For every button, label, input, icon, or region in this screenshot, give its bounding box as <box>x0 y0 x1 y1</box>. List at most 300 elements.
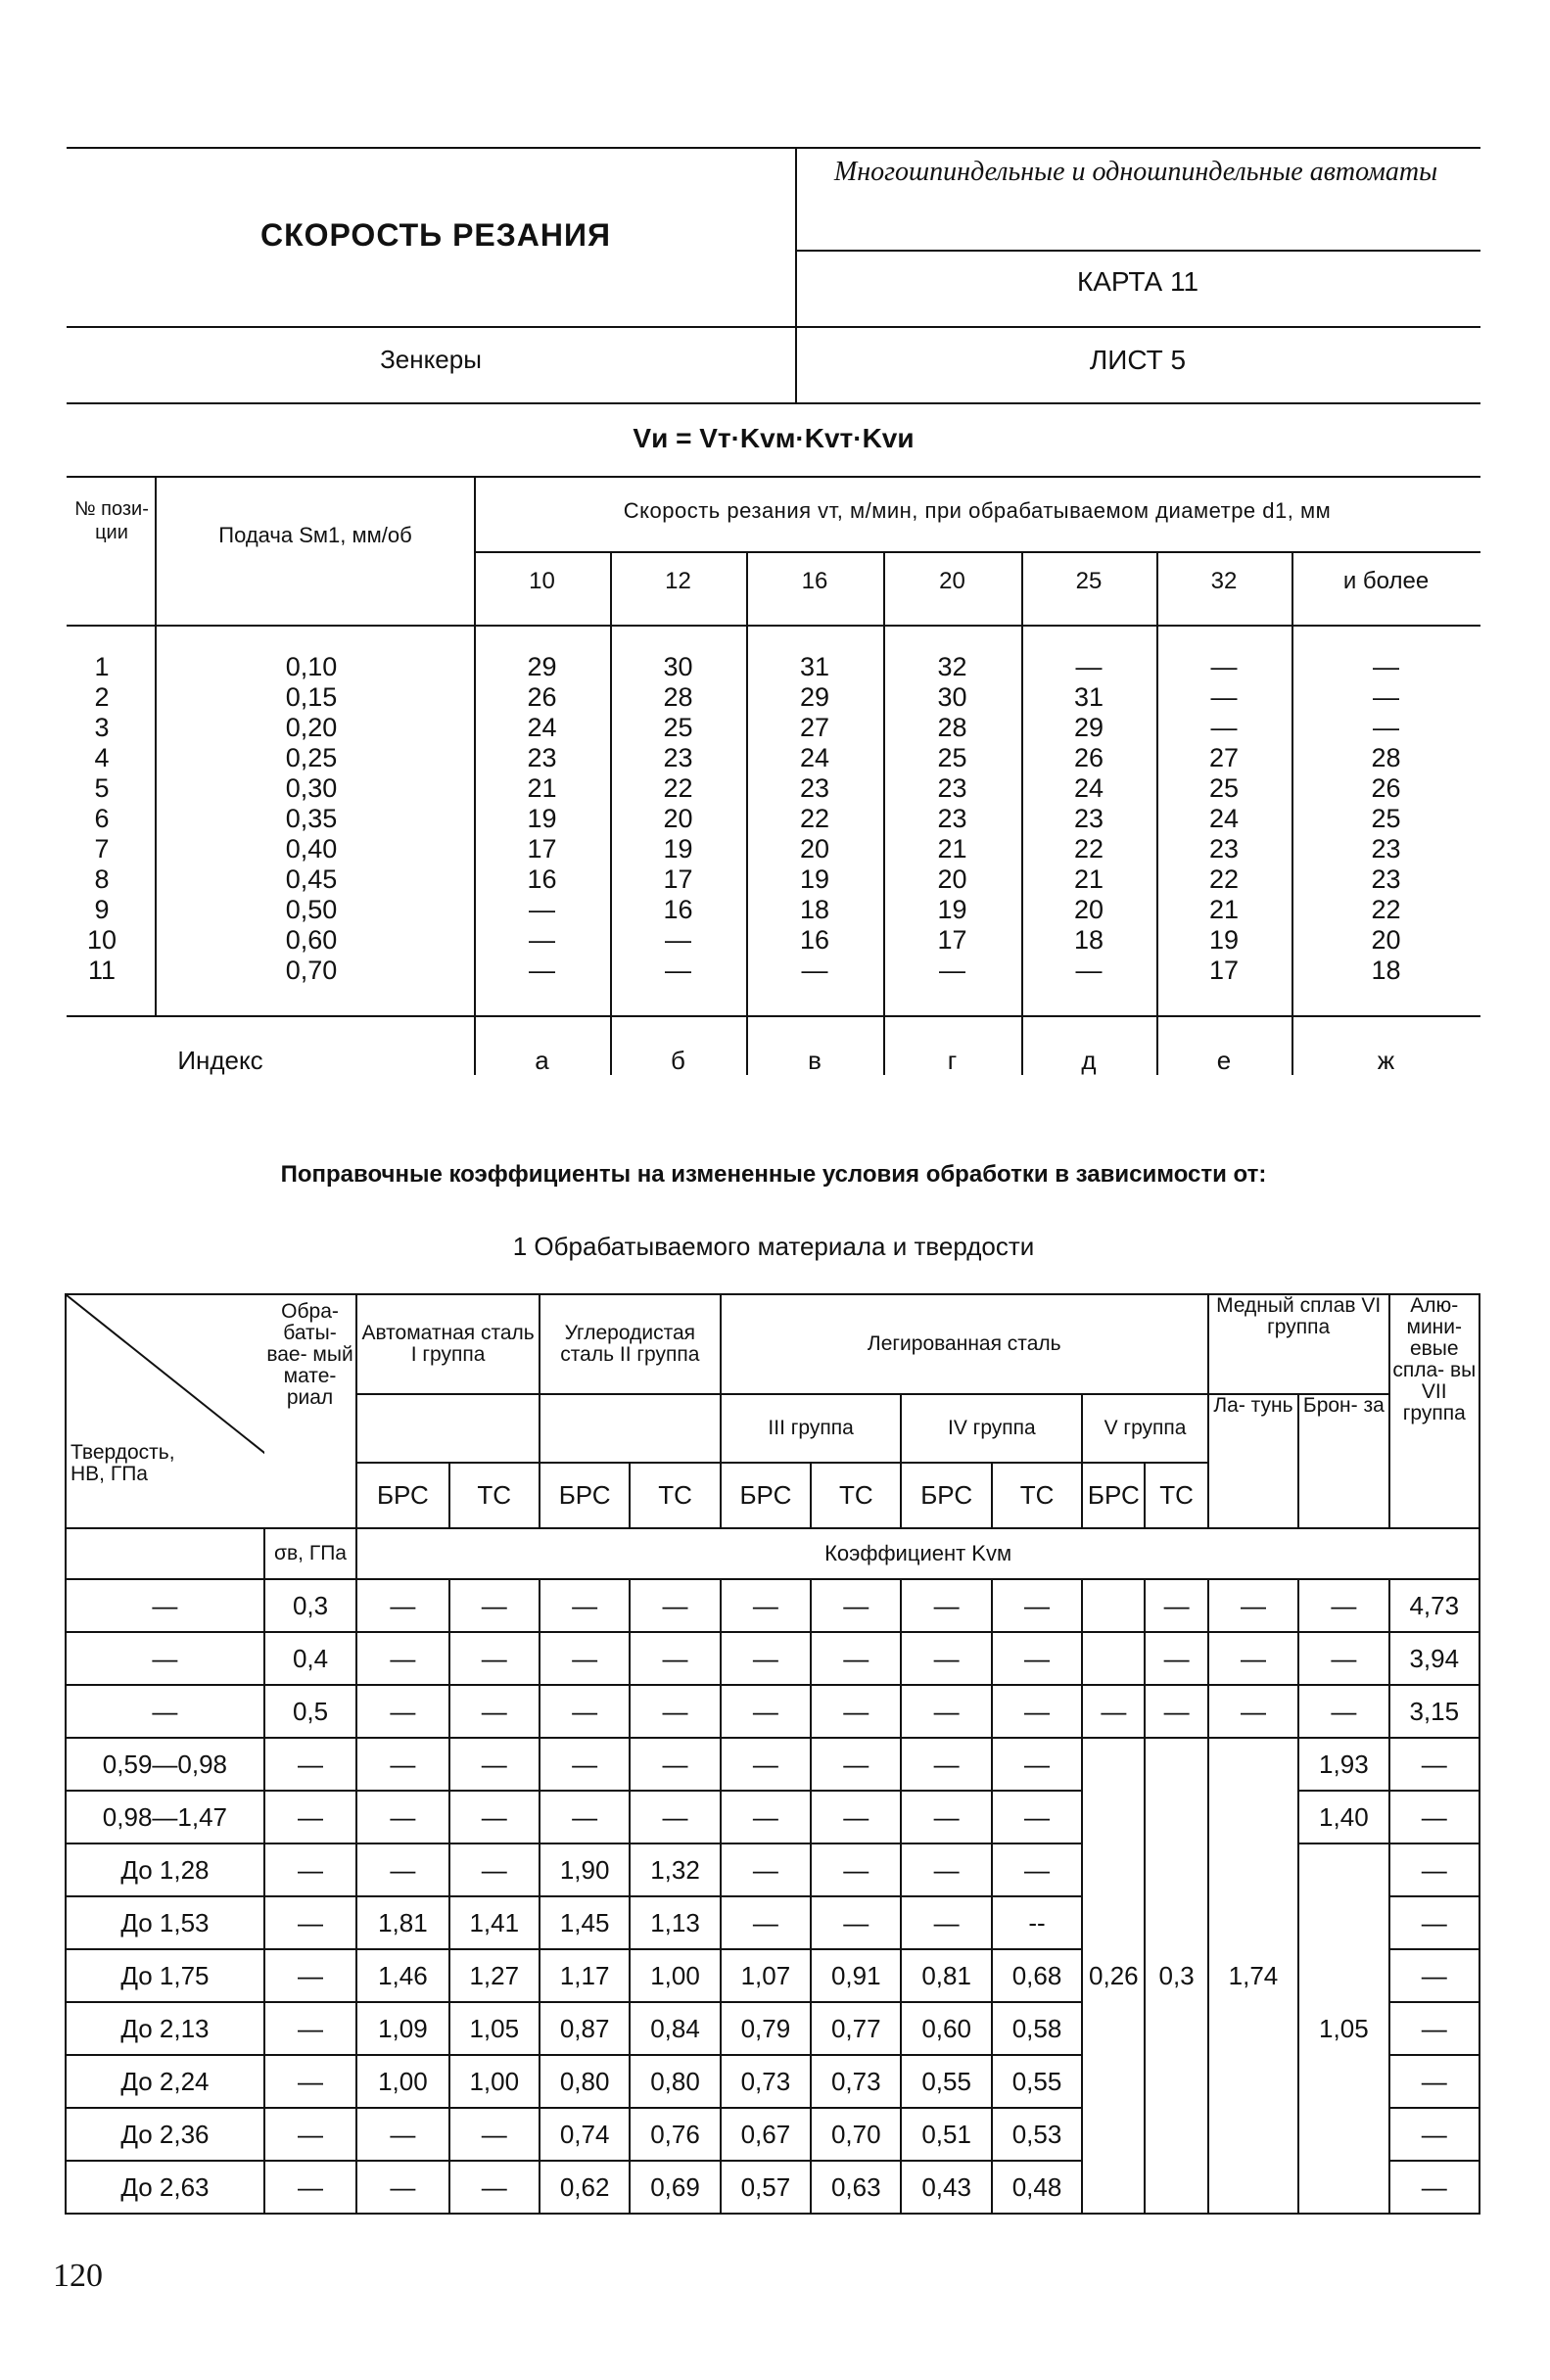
speed-value: 28 <box>937 713 967 742</box>
speed-formula: Vи = Vт·Kvм·Kvт·Kvи <box>633 423 915 453</box>
automatic-steel-header: Автоматная сталь I группа <box>356 1294 540 1394</box>
coefficient-value: — <box>449 1791 540 1843</box>
coefficient-value: — <box>992 1791 1082 1843</box>
coefficient-value: — <box>992 1843 1082 1896</box>
coefficient-value: — <box>356 1843 448 1896</box>
feed-value: 0,30 <box>285 773 338 803</box>
speed-value: 17 <box>663 864 693 894</box>
speed-value: 30 <box>663 652 693 681</box>
coefficient-value: — <box>811 1896 901 1949</box>
coefficient-value: 1,17 <box>540 1949 630 2002</box>
coefficient-value <box>1082 1579 1145 1632</box>
index-letter: ж <box>1377 1046 1395 1075</box>
diameter-header: 16 <box>801 568 828 594</box>
coefficient-value: 1,41 <box>449 1896 540 1949</box>
group-3-header: III группа <box>721 1394 902 1463</box>
speed-value: 19 <box>527 804 557 833</box>
speed-value: 24 <box>527 713 557 742</box>
speed-value: — <box>1210 682 1238 712</box>
coefficient-value: — <box>1208 1632 1298 1685</box>
speed-value: 23 <box>1208 834 1240 863</box>
position-column-header: № пози- ции <box>74 498 149 543</box>
speed-value: 24 <box>1073 773 1104 803</box>
coefficient-value: — <box>721 1843 811 1896</box>
sigma-value: — <box>264 1949 356 2002</box>
coefficient-value: -- <box>992 1896 1082 1949</box>
coefficient-value: 0,70 <box>811 2108 901 2161</box>
coefficient-value: 1,00 <box>630 1949 720 2002</box>
index-letter: а <box>535 1046 549 1075</box>
coefficient-value: 0,77 <box>811 2002 901 2055</box>
diameter-header: 32 <box>1210 568 1238 594</box>
position-number: 8 <box>94 864 110 894</box>
speed-value: 23 <box>1371 834 1401 863</box>
coefficient-value: — <box>992 1632 1082 1685</box>
aluminium-value: — <box>1389 2161 1480 2214</box>
coefficient-value: — <box>1208 1685 1298 1738</box>
coefficient-value: — <box>540 1579 630 1632</box>
speed-value: 19 <box>799 864 830 894</box>
aluminium-value: — <box>1389 1843 1480 1896</box>
coefficient-value: 1,81 <box>356 1896 448 1949</box>
speed-value: 23 <box>527 743 557 772</box>
coefficient-value: 0,62 <box>540 2161 630 2214</box>
speed-value: — <box>665 925 691 955</box>
bronze-value: 1,40 <box>1298 1791 1388 1843</box>
position-number: 4 <box>94 743 110 772</box>
diameter-header: 10 <box>529 568 555 594</box>
hardness-value: До 1,53 <box>66 1896 264 1949</box>
machine-type: Многошпиндельные и одношпиндельные автоматы <box>833 157 1438 187</box>
aluminium-value: — <box>1389 1738 1480 1791</box>
speed-value: 18 <box>1073 925 1104 955</box>
coefficient-value: 3,94 <box>1389 1632 1480 1685</box>
coefficient-value: — <box>721 1896 811 1949</box>
coefficient-value: 1,05 <box>449 2002 540 2055</box>
speed-value: 16 <box>799 925 830 955</box>
speed-value: 20 <box>937 864 967 894</box>
hardness-value: — <box>66 1579 264 1632</box>
speed-value: 25 <box>1371 804 1401 833</box>
hardness-value: До 2,13 <box>66 2002 264 2055</box>
ts-column-header: ТС <box>630 1463 720 1528</box>
speed-value: 23 <box>799 773 830 803</box>
speed-value: — <box>1373 652 1399 681</box>
coefficient-value: 0,53 <box>992 2108 1082 2161</box>
aluminium-value: — <box>1389 1791 1480 1843</box>
coefficient-value: — <box>356 1791 448 1843</box>
sigma-value: — <box>264 2108 356 2161</box>
coefficient-value: — <box>449 2108 540 2161</box>
speed-value: 31 <box>1073 682 1104 712</box>
coefficient-value: — <box>630 1738 720 1791</box>
speed-value: 27 <box>1208 743 1240 772</box>
coefficient-value: 1,45 <box>540 1896 630 1949</box>
coefficient-value: 0,80 <box>540 2055 630 2108</box>
hardness-value: 0,98—1,47 <box>66 1791 264 1843</box>
coefficient-value: — <box>630 1685 720 1738</box>
coefficient-value: — <box>356 1738 448 1791</box>
speed-value: 23 <box>663 743 693 772</box>
coefficient-value: 1,00 <box>356 2055 448 2108</box>
speed-value: 29 <box>1073 713 1104 742</box>
bronze-header: Брон- за <box>1298 1394 1388 1528</box>
coefficient-value <box>1082 1632 1145 1685</box>
speed-value: — <box>1075 652 1103 681</box>
coefficient-value: — <box>540 1632 630 1685</box>
coefficient-value: 1,46 <box>356 1949 448 2002</box>
aluminium-value: — <box>1389 1896 1480 1949</box>
merged-brs-v-group: 0,26 <box>1082 1738 1145 2214</box>
speed-value: 29 <box>527 652 557 681</box>
coefficient-value: 0,58 <box>992 2002 1082 2055</box>
brs-column-header: БРС <box>721 1463 811 1528</box>
coefficient-value: — <box>901 1685 991 1738</box>
speed-value: 23 <box>937 773 967 803</box>
speed-value: 24 <box>799 743 830 772</box>
speed-value: 23 <box>937 804 967 833</box>
coefficient-value: — <box>811 1843 901 1896</box>
coefficient-value: — <box>540 1791 630 1843</box>
speed-value: 32 <box>937 652 967 681</box>
coefficient-value: 0,63 <box>811 2161 901 2214</box>
speed-value: — <box>1210 713 1238 742</box>
hardness-value: 0,59—0,98 <box>66 1738 264 1791</box>
feed-value: 0,50 <box>285 895 338 924</box>
coefficient-value: 0,69 <box>630 2161 720 2214</box>
copper-alloy-header: Медный сплав VI группа <box>1208 1294 1389 1394</box>
hardness-value: — <box>66 1632 264 1685</box>
coefficient-value: — <box>901 1791 991 1843</box>
coefficient-value: — <box>1082 1685 1145 1738</box>
coefficient-value: — <box>721 1738 811 1791</box>
feed-value: 0,45 <box>285 864 338 894</box>
coefficient-value: — <box>540 1738 630 1791</box>
ts-column-header: ТС <box>1145 1463 1207 1528</box>
group-4-header: IV группа <box>901 1394 1082 1463</box>
speed-value: 30 <box>937 682 967 712</box>
speed-value: 18 <box>799 895 830 924</box>
feed-value: 0,35 <box>285 804 338 833</box>
speed-value: — <box>801 956 828 985</box>
coefficient-value: — <box>356 2161 448 2214</box>
speed-value: 26 <box>1073 743 1104 772</box>
hardness-header: Твердость, НВ, ГПа <box>70 1441 175 1485</box>
coefficient-value: 1,09 <box>356 2002 448 2055</box>
speed-value: 19 <box>937 895 967 924</box>
feed-value: 0,15 <box>285 682 338 712</box>
speed-value: 26 <box>1371 773 1401 803</box>
coefficient-value: — <box>356 2108 448 2161</box>
coefficient-value: 0,73 <box>811 2055 901 2108</box>
position-number: 7 <box>94 834 110 863</box>
speed-value: 22 <box>1208 864 1240 894</box>
speed-value: 27 <box>799 713 830 742</box>
speed-value: — <box>529 895 555 924</box>
coefficient-value: 1,00 <box>449 2055 540 2108</box>
speed-value: — <box>939 956 965 985</box>
speed-value: 25 <box>663 713 693 742</box>
position-number: 10 <box>86 925 117 955</box>
coefficient-value: 0,48 <box>992 2161 1082 2214</box>
coefficient-value: — <box>449 1579 540 1632</box>
coefficient-value: — <box>901 1843 991 1896</box>
merged-bronze-value: 1,05 <box>1298 1843 1388 2214</box>
coefficient-value: — <box>449 1632 540 1685</box>
coefficient-value: — <box>901 1896 991 1949</box>
coefficient-value: 0,55 <box>992 2055 1082 2108</box>
feed-value: 0,10 <box>285 652 338 681</box>
coefficient-value: 1,07 <box>721 1949 811 2002</box>
index-letter: г <box>947 1046 958 1075</box>
coefficient-value: — <box>992 1685 1082 1738</box>
coefficient-value: — <box>1145 1685 1207 1738</box>
merged-ts-v-group: 0,3 <box>1145 1738 1207 2214</box>
coefficient-value: 1,32 <box>630 1843 720 1896</box>
diameter-header: и более <box>1342 568 1430 594</box>
coefficient-value: — <box>449 1738 540 1791</box>
diagonal-divider <box>67 1295 264 1528</box>
sigma-value: 0,3 <box>264 1579 356 1632</box>
coefficient-value: — <box>721 1579 811 1632</box>
group-5-header: V группа <box>1082 1394 1208 1463</box>
sigma-value: — <box>264 1791 356 1843</box>
tool-name: Зенкеры <box>380 345 482 374</box>
sigma-header: σв, ГПа <box>264 1528 356 1579</box>
brs-column-header: БРС <box>1082 1463 1145 1528</box>
speed-value: 24 <box>1208 804 1240 833</box>
speed-value: 20 <box>1371 925 1401 955</box>
coefficient-value: 4,73 <box>1389 1579 1480 1632</box>
coefficient-value: — <box>449 2161 540 2214</box>
speed-value: 23 <box>1073 804 1104 833</box>
speed-value: 17 <box>1208 956 1240 985</box>
speed-value: — <box>1210 652 1238 681</box>
speed-value: 21 <box>1073 864 1104 894</box>
coefficient-value: 0,84 <box>630 2002 720 2055</box>
speed-value: 17 <box>937 925 967 955</box>
coefficient-value: 0,57 <box>721 2161 811 2214</box>
speed-value: 22 <box>1073 834 1104 863</box>
speed-value: — <box>665 956 691 985</box>
diameter-header: 25 <box>1075 568 1103 594</box>
coefficient-value: 0,67 <box>721 2108 811 2161</box>
sigma-value: 0,5 <box>264 1685 356 1738</box>
coefficient-value: — <box>811 1791 901 1843</box>
material-coefficient-table <box>65 1293 1480 2215</box>
speed-value: 25 <box>937 743 967 772</box>
coefficient-value: — <box>811 1579 901 1632</box>
speed-value: 20 <box>799 834 830 863</box>
ts-column-header: ТС <box>811 1463 901 1528</box>
coefficient-value: 0,79 <box>721 2002 811 2055</box>
coefficient-value: 0,60 <box>901 2002 991 2055</box>
index-label: Индекс <box>177 1046 263 1075</box>
hardness-value: До 2,24 <box>66 2055 264 2108</box>
index-letter: в <box>808 1046 822 1075</box>
speed-value: 25 <box>1208 773 1240 803</box>
brs-column-header: БРС <box>356 1463 448 1528</box>
speed-value: — <box>1075 956 1103 985</box>
position-number: 6 <box>94 804 110 833</box>
coefficient-value: — <box>356 1579 448 1632</box>
coefficient-value: 0,81 <box>901 1949 991 2002</box>
aluminium-header: Алю- мини- евые спла- вы VII группа <box>1389 1294 1480 1528</box>
merged-brass-value: 1,74 <box>1208 1738 1298 2214</box>
brs-column-header: БРС <box>901 1463 991 1528</box>
speed-value: 19 <box>663 834 693 863</box>
corrections-title: Поправочные коэффициенты на измененные условия обработки в зависимости от: <box>280 1161 1267 1188</box>
speed-value: 18 <box>1371 956 1401 985</box>
sigma-value: 0,4 <box>264 1632 356 1685</box>
speed-value: 20 <box>663 804 693 833</box>
aluminium-value: — <box>1389 2108 1480 2161</box>
coefficient-value: — <box>992 1738 1082 1791</box>
aluminium-value: — <box>1389 2055 1480 2108</box>
ts-column-header: ТС <box>449 1463 540 1528</box>
coefficient-value: 3,15 <box>1389 1685 1480 1738</box>
material-header: Обра- баты- вае- мый мате- риал <box>264 1294 356 1528</box>
position-number: 11 <box>87 956 117 985</box>
feed-value: 0,20 <box>285 713 338 742</box>
corrections-subtitle: 1 Обрабатываемого материала и твердости <box>512 1232 1035 1261</box>
coefficient-value: 0,91 <box>811 1949 901 2002</box>
coefficient-value: 1,27 <box>449 1949 540 2002</box>
sigma-value: — <box>264 2055 356 2108</box>
ts-column-header: ТС <box>992 1463 1082 1528</box>
speed-value: 28 <box>663 682 693 712</box>
speed-value: 22 <box>799 804 830 833</box>
speed-value: 17 <box>527 834 557 863</box>
coefficient-value: — <box>721 1632 811 1685</box>
speed-value: 22 <box>663 773 693 803</box>
card-number: КАРТА 11 <box>1076 266 1199 297</box>
speed-value: — <box>1373 682 1399 712</box>
brass-header: Ла- тунь <box>1208 1394 1298 1528</box>
coefficient-value: — <box>630 1632 720 1685</box>
feed-column-header: Подача Sм1, мм/об <box>218 523 412 547</box>
coefficient-value: — <box>1145 1632 1207 1685</box>
sigma-value: — <box>264 1738 356 1791</box>
hardness-value: До 2,36 <box>66 2108 264 2161</box>
coefficient-value: 0,43 <box>901 2161 991 2214</box>
coefficient-value: — <box>356 1632 448 1685</box>
coefficient-value: — <box>1208 1579 1298 1632</box>
coefficient-value: 0,68 <box>992 1949 1082 2002</box>
coefficient-value: — <box>356 1685 448 1738</box>
speed-value: 16 <box>527 864 557 894</box>
index-letter: е <box>1216 1046 1232 1075</box>
coefficient-value: — <box>449 1843 540 1896</box>
feed-value: 0,25 <box>285 743 338 772</box>
speed-value: 26 <box>527 682 557 712</box>
brs-column-header: БРС <box>540 1463 630 1528</box>
sigma-value: — <box>264 2002 356 2055</box>
coefficient-header: Коэффициент Kvм <box>356 1528 1480 1579</box>
speed-value: 23 <box>1371 864 1401 894</box>
speed-value: 21 <box>527 773 557 803</box>
coefficient-value: — <box>1145 1579 1207 1632</box>
sigma-value: — <box>264 1896 356 1949</box>
position-number: 3 <box>94 713 110 742</box>
position-number: 1 <box>94 652 110 681</box>
feed-value: 0,40 <box>285 834 338 863</box>
aluminium-value: — <box>1389 2002 1480 2055</box>
coefficient-value: 0,73 <box>721 2055 811 2108</box>
speed-value: 31 <box>799 652 830 681</box>
speed-value: 22 <box>1371 895 1401 924</box>
coefficient-value: — <box>721 1791 811 1843</box>
coefficient-value: — <box>901 1632 991 1685</box>
index-letter: б <box>671 1046 685 1075</box>
position-number: 2 <box>94 682 110 712</box>
speed-value: 29 <box>799 682 830 712</box>
sigma-value: — <box>264 2161 356 2214</box>
speed-value: 20 <box>1073 895 1104 924</box>
speed-value: 21 <box>1208 895 1240 924</box>
document-title: СКОРОСТЬ РЕЗАНИЯ <box>259 217 612 253</box>
sigma-value: — <box>264 1843 356 1896</box>
bronze-value: 1,93 <box>1298 1738 1388 1791</box>
position-number: 5 <box>94 773 110 803</box>
coefficient-value: — <box>1298 1632 1388 1685</box>
aluminium-value: — <box>1389 1949 1480 2002</box>
coefficient-value: — <box>630 1579 720 1632</box>
coefficient-value: — <box>721 1685 811 1738</box>
coefficient-value: — <box>540 1685 630 1738</box>
coefficient-value: — <box>811 1632 901 1685</box>
index-letter: д <box>1081 1046 1097 1075</box>
hardness-value: До 1,75 <box>66 1949 264 2002</box>
coefficient-value: 0,80 <box>630 2055 720 2108</box>
hardness-value: — <box>66 1685 264 1738</box>
feed-value: 0,60 <box>285 925 338 955</box>
coefficient-value: — <box>630 1791 720 1843</box>
diameter-header: 12 <box>665 568 691 594</box>
coefficient-value: — <box>901 1579 991 1632</box>
coefficient-value: 0,76 <box>630 2108 720 2161</box>
coefficient-value: 1,13 <box>630 1896 720 1949</box>
speed-value: 21 <box>937 834 967 863</box>
feed-value: 0,70 <box>285 956 338 985</box>
speed-value: — <box>529 956 555 985</box>
hardness-value: До 1,28 <box>66 1843 264 1896</box>
carbon-steel-header: Углеродистая сталь II группа <box>540 1294 721 1394</box>
coefficient-value: — <box>811 1738 901 1791</box>
diameter-header: 20 <box>939 568 965 594</box>
coefficient-value: — <box>449 1685 540 1738</box>
speed-value: 28 <box>1371 743 1401 772</box>
page-number: 120 <box>53 2258 103 2294</box>
coefficient-value: 0,74 <box>540 2108 630 2161</box>
coefficient-value: 1,90 <box>540 1843 630 1896</box>
coefficient-value: — <box>992 1579 1082 1632</box>
coefficient-value: 0,51 <box>901 2108 991 2161</box>
position-number: 9 <box>94 895 110 924</box>
coefficient-value: 0,87 <box>540 2002 630 2055</box>
speed-column-header: Скорость резания vт, м/мин, при обрабатываемом диаметре d1, мм <box>623 498 1332 523</box>
coefficient-value: — <box>901 1738 991 1791</box>
coefficient-value: — <box>1298 1579 1388 1632</box>
hardness-value: До 2,63 <box>66 2161 264 2214</box>
sheet-number: ЛИСТ 5 <box>1089 345 1187 375</box>
coefficient-value: — <box>1298 1685 1388 1738</box>
speed-value: 16 <box>663 895 693 924</box>
alloy-steel-header: Легированная сталь <box>721 1294 1208 1394</box>
speed-value: — <box>1373 713 1399 742</box>
coefficient-value: 0,55 <box>901 2055 991 2108</box>
speed-value: 19 <box>1208 925 1240 955</box>
